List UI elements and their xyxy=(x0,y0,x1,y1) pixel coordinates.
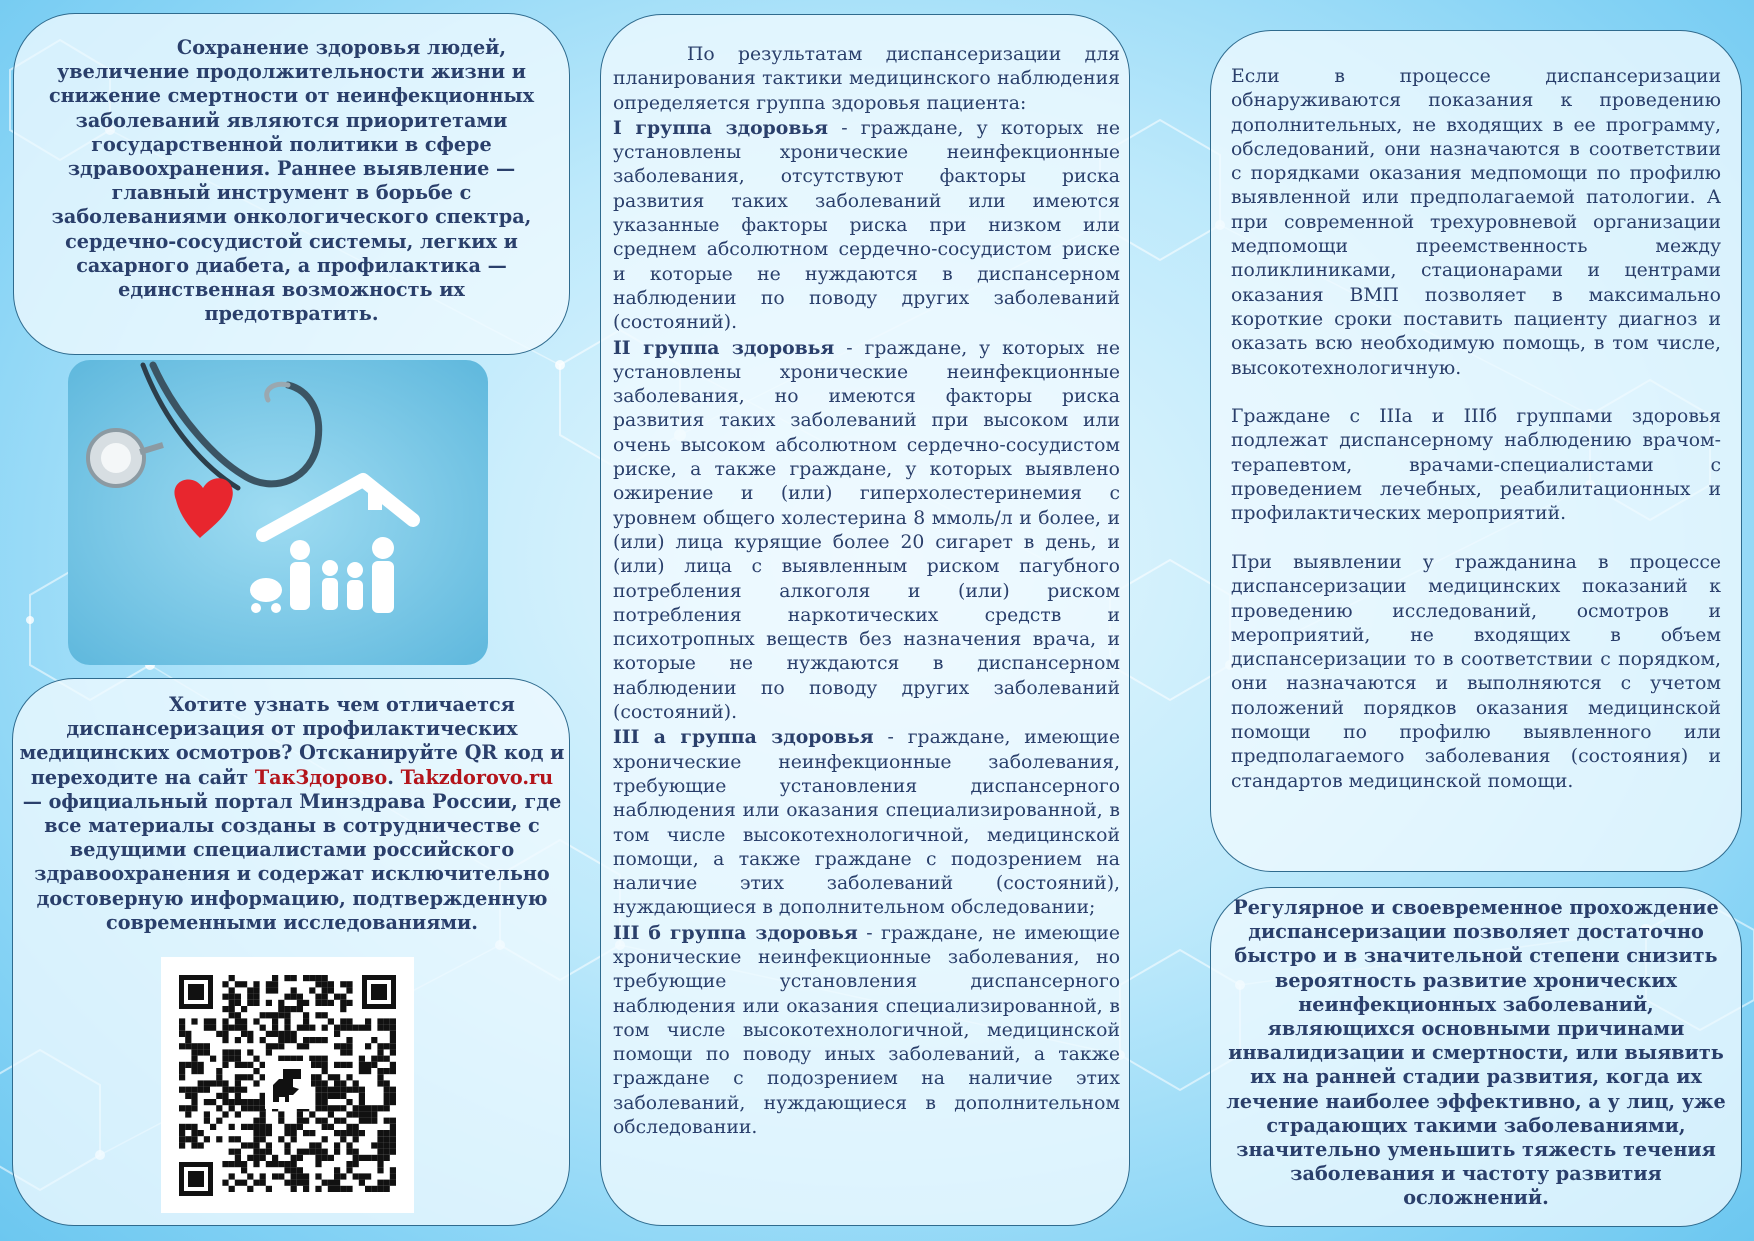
additional-paragraph-2: Граждане с IIIа и IIIб группами здоровья подлежат диспансерному наблюдению врачом-терапевтом, врачами-специалистами с проведением лечебных, реабилитационных и профилактических мероприятий. xyxy=(1231,406,1721,525)
group-3b: III б группа здоровья - граждане, не имеющие хронические неинфекционные заболевания, но требующие установления диспансерного наблюдения или оказания специализированной, в том числе высокотехнологичной, медицинской помощи по поводу иных заболеваний, а также граждане с подозрением на наличие этих заболеваний, нуждающиеся в дополнительном обследовании. xyxy=(613,921,1120,1139)
additional-exams-panel xyxy=(1210,30,1742,872)
conclusion-panel xyxy=(1210,887,1742,1227)
qr-code-image xyxy=(161,957,414,1213)
qr-info-text: Хотите узнать чем отличается диспансеризация от профилактических медицинских осмотров? Отсканируйте QR код и переходите на сайт ТакЗдорово. Takzdorovo.ru — официальный портал Минздрава России, где все материалы созданы в сотрудничестве с ведущими специалистами российского здравоохранения и содержат исключительно достоверную информацию, подтвержденную современными исследованиями. xyxy=(19,693,565,934)
intro-panel xyxy=(13,13,570,355)
group-3a: III а группа здоровья - граждане, имеющие хронические неинфекционные заболевания, требующие установления диспансерного наблюдения или оказания специализированной, в том числе высокотехнологичной, медицинской помощи, а также граждане с подозрением на наличие этих заболеваний (состояний), нуждающиеся в дополнительном обследовании; xyxy=(613,726,1120,919)
health-groups-panel xyxy=(600,14,1130,1226)
conclusion-text: Регулярное и своевременное прохождение диспансеризации позволяет достаточно быстро и в значительной степени снизить вероятность развитие хронических неинфекционных заболеваний, являющихся основными причинами инвалидизации и смертности, или выявить их на ранней стадии развития, когда их лечение наиболее эффективно, а у лиц, уже страдающих такими заболеваниями, значительно уменьшить тяжесть течения заболевания и частоту развития осложнений. xyxy=(1226,896,1726,1210)
site-name-link[interactable]: ТакЗдорово xyxy=(254,765,388,789)
site-url-link[interactable]: Takzdorovo.ru xyxy=(400,765,554,789)
groups-intro: По результатам диспансеризации для планирования тактики медицинского наблюдения определяется группа здоровья пациента: xyxy=(613,44,1120,114)
health-illustration xyxy=(68,360,488,665)
group-1: I группа здоровья - граждане, у которых не установлены хронические неинфекционные заболевания, отсутствуют факторы риска развития таких заболеваний или имеются указанные факторы риска при низком или среднем абсолютном сердечно-сосудистом риске и которые не нуждаются в диспансерном наблюдении по поводу других заболеваний (состояний). xyxy=(613,116,1120,334)
group-2-title: II группа здоровья xyxy=(613,336,835,359)
additional-paragraph-1: Если в процессе диспансеризации обнаруживаются показания к проведению дополнительных, не входящих в ее программу, обследований, они назначаются в соответствии с порядками оказания медпомощи по профилю выявленной или предполагаемой патологии. А при современной трехуровневой организации медпомощи преемственность между поликлиниками, стационарами и центрами оказания ВМП позволяет в максимально короткие сроки поставить пациенту диагноз и оказать всю необходимую помощь, в том числе, высокотехнологичную. xyxy=(1231,66,1721,379)
group-3a-title: III а группа здоровья xyxy=(613,726,874,749)
additional-paragraph-3: При выявлении у гражданина в процессе диспансеризации медицинских показаний к проведению исследований, осмотров и мероприятий, не входящих в объем диспансеризации то в соответствии с порядком, они назначаются и выполняются с учетом положений порядков оказания медицинской помощи по профилю выявленного или предполагаемого заболевания (состояния) и стандартов медицинской помощи. xyxy=(1231,551,1721,792)
qr-code[interactable] xyxy=(161,957,414,1213)
intro-text: Сохранение здоровья людей, увеличение продолжительности жизни и снижение смертности от неинфекционных заболеваний являются приоритетами государственной политики в сфере здравоохранения. Раннее выявление — главный инструмент в борьбе с заболеваниями онкологического спектра, сердечно-сосудистой системы, легких и сахарного диабета, а профилактика — единственная возможность их предотвратить. xyxy=(48,36,535,326)
group-1-title: I группа здоровья xyxy=(613,116,828,139)
group-2: II группа здоровья - граждане, у которых не установлены хронические неинфекционные заболевания, но имеются факторы риска развития таких заболеваний при высоком или очень высоком абсолютном сердечно-сосудистом риске, а также граждане, у которых выявлено ожирение и (или) гиперхолестеринемия с уровнем общего холестерина 8 ммоль/л и более, и (или) лица курящие более 20 сигарет в день, и (или) лица с выявленным риском пагубного потребления алкоголя и (или) риском потребления наркотических средств и психотропных веществ без назначения врача, и которые не нуждаются в диспансерном наблюдении по поводу других заболеваний (состояний). xyxy=(613,336,1120,724)
dinosaur-icon xyxy=(265,1061,311,1109)
stethoscope-heart-family-image xyxy=(68,360,488,665)
group-3b-title: III б группа здоровья xyxy=(613,921,858,944)
